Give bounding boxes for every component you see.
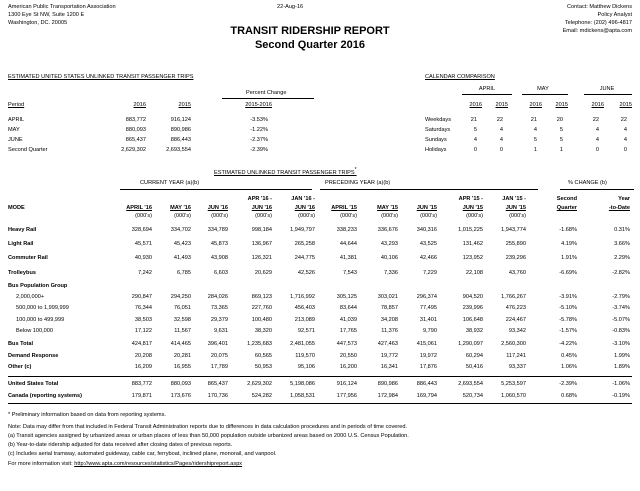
mode-value: 16,955 — [173, 364, 191, 370]
mode-value: 73,365 — [210, 305, 228, 311]
mode-label: Heavy Rail — [8, 227, 37, 233]
mode-value: 6,785 — [177, 270, 191, 276]
mode-value: 20,075 — [210, 353, 228, 359]
mode-value: 32,598 — [173, 317, 191, 323]
mode-value: 998,184 — [251, 227, 272, 233]
mode-value: 43,760 — [508, 270, 526, 276]
report-subtitle: Second Quarter 2016 — [254, 39, 366, 51]
mode-value: 78,857 — [380, 305, 398, 311]
mode-value: 177,956 — [336, 393, 357, 399]
mode-value: 427,463 — [377, 341, 398, 347]
mode-value: 76,344 — [134, 305, 152, 311]
mode-value: 29,379 — [210, 317, 228, 323]
mode-value: 83,644 — [339, 305, 357, 311]
calendar-row-label: Holidays — [425, 147, 447, 153]
mode-value: 106,648 — [462, 317, 483, 323]
calendar-cell: 4 — [623, 137, 627, 143]
contact-title: Policy Analyst — [597, 12, 632, 18]
mode-value: 284,026 — [207, 294, 228, 300]
calendar-rule-may — [522, 94, 568, 95]
col-unit: (000's) — [211, 213, 228, 219]
mode-value: 131,462 — [462, 241, 483, 247]
col-header: JUN '15 — [416, 205, 437, 211]
calendar-heading: CALENDAR COMPARISON — [425, 74, 495, 80]
us-row-label: JUNE — [8, 137, 23, 143]
mode-value: 40,930 — [134, 255, 152, 261]
mode-value: -3.91% — [559, 294, 577, 300]
col-mode: MODE — [8, 205, 25, 211]
mode-value: 294,250 — [170, 294, 191, 300]
report-date: 22-Aug-16 — [277, 4, 304, 10]
mode-value: 239,296 — [505, 255, 526, 261]
more-info — [8, 461, 242, 468]
col-header: JUN '16 — [294, 205, 315, 211]
col-header: -to-Date — [608, 205, 630, 211]
mode-value: -5.10% — [559, 305, 577, 311]
calendar-month-june: JUNE — [599, 86, 615, 92]
calendar-month-april: APRIL — [478, 86, 496, 92]
calendar-cell: 4 — [499, 127, 503, 133]
mode-value: 1,716,992 — [290, 294, 315, 300]
mode-value: 7,229 — [423, 270, 437, 276]
mode-value: -3.74% — [612, 305, 630, 311]
calendar-cell: 5 — [559, 127, 563, 133]
col-unit: (000's) — [466, 213, 483, 219]
mode-value: -6.69% — [559, 270, 577, 276]
us-row-value: 2,629,302 — [121, 147, 146, 153]
org-address-line2: Washington, DC. 20005 — [8, 20, 68, 26]
mode-value: 334,702 — [170, 227, 191, 233]
mode-value: -5.07% — [612, 317, 630, 323]
current-year-rule — [120, 189, 312, 190]
calendar-year: 2015 — [619, 102, 632, 108]
us-row-pct: -3.53% — [250, 117, 268, 123]
col-unit: (000's) — [420, 213, 437, 219]
mode-value: 170,736 — [207, 393, 228, 399]
mode-value: 169,794 — [416, 393, 437, 399]
mode-value: 328,694 — [131, 227, 152, 233]
mode-value: 1,943,774 — [501, 227, 526, 233]
mode-value: 38,320 — [254, 328, 272, 334]
mode-value: 6,603 — [214, 270, 228, 276]
mode-value: 16,341 — [380, 364, 398, 370]
col-unit: (000's) — [298, 213, 315, 219]
mode-value: 1.99% — [614, 353, 630, 359]
mode-value: 520,734 — [462, 393, 483, 399]
mode-value: 303,021 — [377, 294, 398, 300]
mode-value: 904,520 — [462, 294, 483, 300]
col-header: MAY '16 — [170, 205, 191, 211]
mode-value: 40,106 — [380, 255, 398, 261]
calendar-cell: 21 — [470, 117, 477, 123]
us-trips-heading: ESTIMATED UNITED STATES UNLINKED TRANSIT PASSENGER TRIPS — [8, 74, 194, 80]
mode-value: -1.68% — [559, 227, 577, 233]
mode-value: 447,573 — [336, 341, 357, 347]
us-row-value: 865,437 — [125, 137, 146, 143]
mode-value: 22,108 — [465, 270, 483, 276]
more-info-label: For more information visit: — [8, 461, 75, 467]
mode-value: 1.91% — [561, 255, 577, 261]
mode-value: 334,789 — [207, 227, 228, 233]
mode-value: 1.89% — [614, 364, 630, 370]
col-2016: 2016 — [133, 102, 146, 108]
mode-value: 340,316 — [416, 227, 437, 233]
mode-value: 20,550 — [339, 353, 357, 359]
mode-value: 16,209 — [134, 364, 152, 370]
calendar-cell: 4 — [623, 127, 627, 133]
calendar-cell: 0 — [595, 147, 599, 153]
mode-value: 7,242 — [138, 270, 152, 276]
col-2015: 2015 — [178, 102, 191, 108]
calendar-row-label: Weekdays — [425, 117, 452, 123]
mode-value: 45,423 — [173, 241, 191, 247]
mode-value: 31,401 — [419, 317, 437, 323]
mode-value: 38,503 — [134, 317, 152, 323]
mode-value: -2.39% — [559, 381, 577, 387]
us-row-value: 886,443 — [170, 137, 191, 143]
calendar-cell: 0 — [623, 147, 627, 153]
calendar-year: 2016 — [469, 102, 482, 108]
mode-value: 4.19% — [561, 241, 577, 247]
mode-value: 1,766,267 — [501, 294, 526, 300]
mode-value: 11,567 — [174, 328, 191, 334]
mode-value: 20,629 — [254, 270, 272, 276]
mode-value: 290,847 — [131, 294, 152, 300]
mode-value: 43,525 — [419, 241, 437, 247]
col-pct: 2015-2016 — [245, 102, 272, 108]
pct-change-rule — [560, 189, 634, 190]
mode-value: 41,039 — [339, 317, 357, 323]
mode-value: 44,644 — [339, 241, 357, 247]
note-difference: Note: Data may differ from that included in Federal Transit Administration reports due to differences in data calculation procedures and in periods of time covered. — [8, 424, 408, 430]
table-bottom-rule — [8, 403, 632, 404]
mode-value: 92,571 — [297, 328, 315, 334]
mode-value: 865,437 — [207, 381, 228, 387]
col-period: Period — [8, 102, 25, 108]
us-row-value: 916,124 — [170, 117, 191, 123]
mode-value: 123,952 — [462, 255, 483, 261]
mode-label: Trolleybus — [8, 270, 36, 276]
mode-value: 17,122 — [134, 328, 152, 334]
calendar-cell: 22 — [620, 117, 627, 123]
calendar-rule-april — [462, 94, 512, 95]
report-title: TRANSIT RIDERSHIP REPORT — [230, 25, 390, 37]
mode-value: 95,106 — [297, 364, 315, 370]
calendar-cell: 1 — [533, 147, 537, 153]
mode-value: 239,996 — [462, 305, 483, 311]
col-header: JUN '16 — [207, 205, 228, 211]
us-row-value: 2,693,554 — [166, 147, 191, 153]
mode-value: 1,235,683 — [247, 341, 272, 347]
us-row-value: 880,093 — [125, 127, 146, 133]
col-header: Quarter — [556, 205, 577, 211]
mode-label: United States Total — [8, 381, 59, 387]
calendar-cell: 21 — [530, 117, 537, 123]
us-row-label: MAY — [8, 127, 20, 133]
mode-label: Bus Total — [8, 341, 34, 347]
us-row-pct: -2.39% — [250, 147, 268, 153]
mode-value: 1.06% — [561, 364, 577, 370]
mode-value: 1,060,570 — [501, 393, 526, 399]
mode-value: 476,223 — [505, 305, 526, 311]
main-heading-mark: * — [354, 167, 357, 173]
calendar-rule-june — [584, 94, 632, 95]
mode-value: 456,403 — [294, 305, 315, 311]
mode-value: 117,241 — [506, 353, 526, 359]
mode-value: 136,967 — [251, 241, 272, 247]
percent-change-label: Percent Change — [246, 90, 287, 96]
us-row-pct: -1.22% — [250, 127, 268, 133]
mode-value: 42,466 — [419, 255, 437, 261]
mode-value: 172,984 — [377, 393, 398, 399]
mode-value: 17,765 — [339, 328, 357, 334]
col-header-top: Second — [556, 196, 577, 202]
mode-value: -1.06% — [612, 381, 630, 387]
mode-label: Commuter Rail — [8, 255, 48, 261]
mode-value: 41,493 — [173, 255, 191, 261]
mode-value: 336,676 — [377, 227, 398, 233]
mode-value: -2.79% — [612, 294, 630, 300]
mode-value: 76,051 — [173, 305, 191, 311]
main-heading-text: ESTIMATED UNLINKED TRANSIT PASSENGER TRIPS — [214, 169, 355, 176]
mode-value: 244,775 — [294, 255, 315, 261]
mode-value: 16,200 — [339, 364, 357, 370]
mode-value: 213,089 — [294, 317, 315, 323]
contact-email[interactable]: Email: mdickens@apta.com — [562, 28, 632, 34]
mode-value: 1,949,797 — [290, 227, 315, 233]
mode-value: 227,760 — [251, 305, 272, 311]
mode-value: 883,772 — [131, 381, 152, 387]
mode-value: 890,986 — [377, 381, 398, 387]
preceding-year-rule — [320, 189, 538, 190]
col-header-top: JAN '15 - — [502, 196, 526, 202]
mode-value: 34,208 — [380, 317, 398, 323]
calendar-cell: 4 — [595, 127, 599, 133]
contact-name: Contact: Matthew Dickens — [567, 4, 632, 10]
mode-value: 93,342 — [508, 328, 526, 334]
mode-value: 2.29% — [614, 255, 630, 261]
calendar-row-label: Sundays — [425, 137, 447, 143]
mode-value: 119,570 — [295, 353, 315, 359]
mode-value: 60,565 — [254, 353, 272, 359]
mode-value: 2,629,302 — [247, 381, 272, 387]
note-preliminary: * Preliminary information based on data from reporting systems. — [8, 412, 166, 418]
contact-phone: Telephone: (202) 496-4817 — [564, 20, 632, 26]
current-year-label: CURRENT YEAR (a)(b) — [140, 180, 200, 186]
col-header: JUN '15 — [462, 205, 483, 211]
mode-value: 338,233 — [336, 227, 357, 233]
mode-value: 0.31% — [614, 227, 630, 233]
mode-value: 17,876 — [419, 364, 437, 370]
mode-value: 179,871 — [131, 393, 152, 399]
mode-value: 38,932 — [465, 328, 483, 334]
mode-value: 11,376 — [381, 328, 398, 334]
col-header: APRIL '15 — [331, 205, 357, 211]
mode-label: Bus Population Group — [8, 283, 68, 289]
mode-value: 60,294 — [465, 353, 483, 359]
calendar-cell: 1 — [559, 147, 563, 153]
mode-value: 20,281 — [173, 353, 191, 359]
col-header: MAY '15 — [377, 205, 398, 211]
mode-value: 50,953 — [254, 364, 272, 370]
mode-value: 1,058,531 — [290, 393, 315, 399]
col-header: JUN '16 — [251, 205, 272, 211]
mode-value: 880,093 — [170, 381, 191, 387]
mode-value: 45,873 — [210, 241, 228, 247]
mode-value: 886,443 — [416, 381, 437, 387]
calendar-cell: 5 — [533, 137, 537, 143]
mode-label: 500,000 to 1,999,999 — [16, 305, 69, 311]
mode-value: 2,481,055 — [290, 341, 315, 347]
mode-value: 3.66% — [614, 241, 630, 247]
mode-value: 224,467 — [505, 317, 526, 323]
mode-value: -0.83% — [612, 328, 630, 334]
mode-label: Light Rail — [8, 241, 34, 247]
us-row-label: Second Quarter — [8, 147, 48, 153]
mode-value: 20,208 — [134, 353, 152, 359]
col-unit: (000's) — [340, 213, 357, 219]
note-b: (b) Year-to-date ridership adjusted for data received after closing dates of previous reports. — [8, 442, 233, 448]
col-unit: (000's) — [509, 213, 526, 219]
mode-value: 305,125 — [336, 294, 357, 300]
mode-value: 255,890 — [505, 241, 526, 247]
col-header: JUN '15 — [505, 205, 526, 211]
us-row-value: 890,986 — [170, 127, 191, 133]
mode-value: 173,676 — [170, 393, 191, 399]
note-a: (a) Transit agencies assigned by urbanized areas or urban places of less than 50,000 population outside urbanized areas based on 2000 U.S. Census Population. — [8, 433, 409, 439]
preceding-year-label: PRECEDING YEAR (a)(b) — [325, 180, 391, 186]
mode-label: Other (c) — [8, 364, 32, 370]
mode-value: 5,253,597 — [501, 381, 526, 387]
mode-value: 7,543 — [343, 270, 357, 276]
calendar-cell: 22 — [592, 117, 599, 123]
mode-label: Canada (reporting systems) — [8, 393, 82, 399]
col-unit: (000's) — [135, 213, 152, 219]
ridership-report-link[interactable]: http://www.apta.com/resources/statistics/Pages/ridershipreport.aspx — [74, 461, 243, 467]
calendar-cell: 20 — [556, 117, 563, 123]
org-name: American Public Transportation Association — [8, 4, 116, 10]
mode-value: 77,495 — [419, 305, 437, 311]
pct-change-label: % CHANGE (b) — [568, 180, 607, 186]
col-header-top: APR '15 - — [458, 196, 483, 202]
mode-value: 5,198,086 — [290, 381, 315, 387]
us-row-pct: -2.37% — [250, 137, 268, 143]
mode-value: -0.19% — [612, 393, 630, 399]
mode-value: 19,772 — [380, 353, 398, 359]
calendar-month-may: MAY — [537, 86, 549, 92]
calendar-cell: 4 — [595, 137, 599, 143]
col-header: APRIL '16 — [126, 205, 152, 211]
us-row-label: APRIL — [8, 117, 25, 123]
main-heading — [214, 167, 357, 177]
mode-value: 9,631 — [214, 328, 228, 334]
mode-label: Demand Response — [8, 353, 59, 359]
mode-value: 869,123 — [251, 294, 272, 300]
total-rule — [8, 376, 632, 377]
calendar-cell: 0 — [473, 147, 477, 153]
mode-value: 45,571 — [134, 241, 152, 247]
col-header-top: JAN '16 - — [291, 196, 315, 202]
mode-label: Below 100,000 — [16, 328, 54, 334]
calendar-year: 2016 — [591, 102, 604, 108]
col-unit: (000's) — [381, 213, 398, 219]
mode-value: 396,401 — [207, 341, 228, 347]
mode-value: 41,381 — [339, 255, 357, 261]
mode-value: -5.78% — [559, 317, 577, 323]
col-unit: (000's) — [174, 213, 191, 219]
calendar-cell: 4 — [499, 137, 503, 143]
col-unit: (000's) — [255, 213, 272, 219]
calendar-cell: 4 — [533, 127, 537, 133]
mode-value: 93,337 — [508, 364, 526, 370]
note-c: (c) Includes aerial tramway, automated guideway, cable car, ferryboat, inclined plane, monorail, and vanpool. — [8, 451, 277, 457]
calendar-year: 2015 — [495, 102, 508, 108]
calendar-row-label: Saturdays — [425, 127, 451, 133]
mode-value: -1.57% — [559, 328, 577, 334]
mode-value: 916,124 — [336, 381, 357, 387]
mode-value: -3.10% — [612, 341, 630, 347]
mode-value: 0.68% — [561, 393, 577, 399]
mode-value: 415,061 — [416, 341, 437, 347]
calendar-cell: 5 — [473, 127, 477, 133]
percent-change-rule — [222, 98, 314, 99]
us-row-value: 883,772 — [125, 117, 146, 123]
calendar-cell: 0 — [499, 147, 503, 153]
mode-value: 50,416 — [465, 364, 483, 370]
mode-label: 2,000,000+ — [16, 294, 45, 300]
mode-value: 126,321 — [251, 255, 272, 261]
mode-value: 7,336 — [384, 270, 398, 276]
mode-value: 43,908 — [210, 255, 228, 261]
mode-value: 2,560,300 — [501, 341, 526, 347]
col-header-top: Year — [618, 196, 630, 202]
mode-value: 424,817 — [131, 341, 152, 347]
mode-value: 2,693,554 — [458, 381, 483, 387]
calendar-year: 2015 — [555, 102, 568, 108]
mode-value: -4.22% — [559, 341, 577, 347]
mode-value: 42,526 — [297, 270, 315, 276]
calendar-cell: 22 — [496, 117, 503, 123]
calendar-cell: 5 — [559, 137, 563, 143]
mode-label: 100,000 to 499,999 — [16, 317, 65, 323]
mode-value: 1,290,097 — [458, 341, 483, 347]
mode-value: 0.45% — [561, 353, 577, 359]
mode-value: 9,790 — [423, 328, 437, 334]
calendar-year: 2016 — [529, 102, 542, 108]
mode-value: 43,293 — [380, 241, 398, 247]
mode-value: 17,789 — [210, 364, 228, 370]
mode-value: 19,972 — [419, 353, 437, 359]
org-address-line1: 1300 Eye St NW, Suite 1200 E — [8, 12, 85, 18]
mode-value: 100,480 — [251, 317, 272, 323]
mode-value: 296,374 — [416, 294, 437, 300]
mode-value: 265,258 — [294, 241, 315, 247]
calendar-cell: 4 — [473, 137, 477, 143]
mode-value: 414,465 — [170, 341, 191, 347]
col-header-top: APR '16 - — [247, 196, 272, 202]
mode-value: -2.82% — [612, 270, 630, 276]
mode-value: 524,282 — [251, 393, 272, 399]
mode-value: 1,015,225 — [458, 227, 483, 233]
